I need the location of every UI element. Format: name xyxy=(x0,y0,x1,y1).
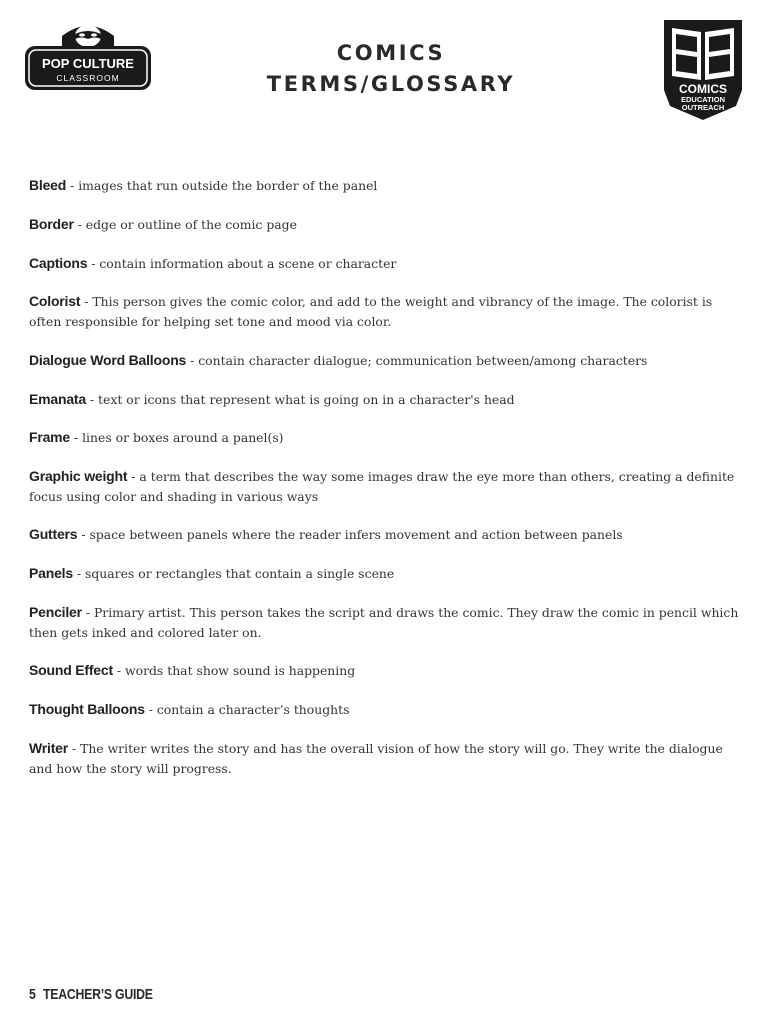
glossary-definition: - words that show sound is happening xyxy=(112,663,356,679)
glossary-term: Writer xyxy=(29,739,68,756)
glossary-term: Thought Balloons xyxy=(29,701,145,718)
glossary-term: Frame xyxy=(29,429,71,446)
page-title-line-2: TERMS/GLOSSARY xyxy=(266,72,516,96)
glossary-definition: - contain character dialogue; communication between/among characters xyxy=(186,352,648,368)
glossary-definition: - edge or outline of the comic page xyxy=(73,216,297,232)
glossary-definition: - contain information about a scene or character xyxy=(87,255,397,271)
glossary-definition: - This person gives the comic color, and add to the weight and vibrancy of the image. The colorist is often responsible for helping set tone and mood via color. xyxy=(29,294,713,329)
page-footer xyxy=(29,986,153,1003)
glossary-entry xyxy=(29,564,741,584)
glossary-term: Emanata xyxy=(29,390,86,407)
glossary-term: Penciler xyxy=(29,604,82,620)
glossary-entry xyxy=(29,292,741,331)
glossary-entry xyxy=(29,739,741,778)
glossary-definition: - The writer writes the story and has the overall vision of how the story will go. They write the dialogue and how the story will progress. xyxy=(29,740,723,776)
glossary-term: Dialogue Word Balloons xyxy=(29,351,187,368)
page-number: 5 xyxy=(29,986,36,1003)
glossary-term: Graphic weight xyxy=(29,468,128,485)
glossary-definition: - Primary artist. This person takes the script and draws the comic. They draw the comic in pencil which then gets inked and colored later on. xyxy=(29,605,739,640)
glossary-entry xyxy=(29,661,741,681)
glossary-entry xyxy=(29,254,741,274)
glossary-term: Colorist xyxy=(29,293,81,310)
page-title xyxy=(0,38,768,100)
glossary-definition: - a term that describes the way some images draw the eye more than others, creating a definite focus using color and shading in various ways xyxy=(29,469,735,504)
glossary-definition: - lines or boxes around a panel(s) xyxy=(70,430,284,446)
glossary-term: Border xyxy=(29,215,74,232)
glossary-definition: - space between panels where the reader infers movement and action between panels xyxy=(77,527,623,543)
glossary-definition: - contain a character’s thoughts xyxy=(144,702,350,718)
glossary-term: Gutters xyxy=(29,526,78,543)
page-title-line-1: COMICS xyxy=(336,41,446,65)
glossary-term: Sound Effect xyxy=(29,662,113,679)
glossary-term: Captions xyxy=(29,254,88,271)
svg-text:CLASSROOM: CLASSROOM xyxy=(56,73,120,83)
glossary-entry xyxy=(29,176,741,196)
glossary-entry xyxy=(29,525,741,545)
glossary-definition: - text or icons that represent what is going on in a character's head xyxy=(85,391,515,407)
svg-text:EDUCATION: EDUCATION xyxy=(680,95,726,104)
glossary-entry xyxy=(29,215,741,235)
comics-education-outreach-logo xyxy=(660,16,746,122)
glossary-entry xyxy=(29,467,741,506)
glossary-definition: - squares or rectangles that contain a single scene xyxy=(72,566,395,582)
glossary-entry xyxy=(29,700,741,720)
glossary-list xyxy=(29,176,741,797)
glossary-entry xyxy=(29,603,741,642)
glossary-definition: - images that run outside the border of the panel xyxy=(66,178,378,193)
glossary-term: Panels xyxy=(29,565,73,582)
footer-label: TEACHER’S GUIDE xyxy=(42,986,153,1003)
svg-text:POP CULTURE: POP CULTURE xyxy=(42,56,134,71)
svg-text:OUTREACH: OUTREACH xyxy=(681,103,725,112)
svg-text:COMICS: COMICS xyxy=(679,82,727,96)
glossary-entry xyxy=(29,390,741,410)
glossary-entry xyxy=(29,428,741,448)
glossary-term: Bleed xyxy=(29,177,67,193)
glossary-entry xyxy=(29,351,741,371)
